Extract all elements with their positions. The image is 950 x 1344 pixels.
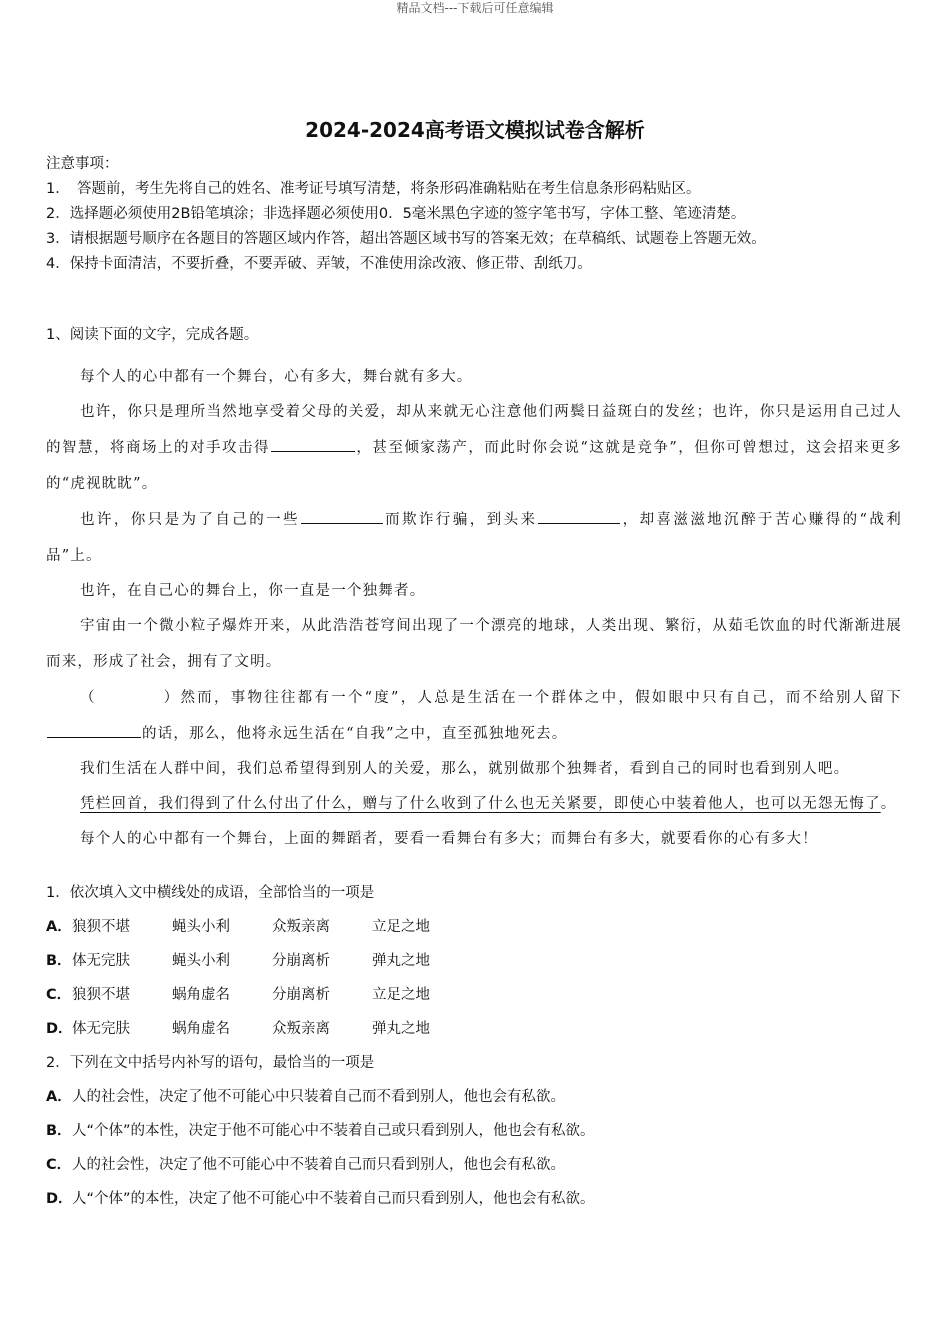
passage-paragraph: 每个人的心中都有一个舞台，心有多大，舞台就有多大。 xyxy=(80,369,473,385)
notice-section xyxy=(46,152,916,277)
option-word: 体无完肤 xyxy=(72,953,130,969)
reading-passage xyxy=(46,324,902,856)
option-text: 人“个体”的本性，决定了他不可能心中不装着自己而只看到别人，他也会有私欲。 xyxy=(72,1191,595,1207)
option-letter: A． xyxy=(46,1089,72,1105)
option-letter: C． xyxy=(46,987,72,1003)
option-text: 人的社会性，决定了他不可能心中只装着自己而不看到别人，他也会有私欲。 xyxy=(72,1089,565,1105)
passage-text: 也许，你只是为了自己的一些 xyxy=(80,512,300,528)
option-word: 立足之地 xyxy=(372,919,430,935)
page-title: 2024-2024高考语文模拟试卷含解析 xyxy=(305,118,645,142)
passage-paragraph: 我们生活在人群中间，我们总希望得到别人的关爱，那么，就别做那个独舞者，看到自己的同时也看到别人吧。 xyxy=(80,761,850,777)
passage-paragraph xyxy=(46,680,902,752)
option-b[interactable] xyxy=(46,1114,902,1148)
notice-item: 3．请根据题号顺序在各题目的答题区域内作答，超出答题区域书写的答案无效；在草稿纸、试题卷上答题无效。 xyxy=(46,231,766,247)
notice-item: 1． 答题前，考生先将自己的姓名、准考证号填写清楚，将条形码准确粘贴在考生信息条形码粘贴区。 xyxy=(46,181,701,197)
option-letter: C． xyxy=(46,1157,72,1173)
notice-item: 2．选择题必须使用2B铅笔填涂；非选择题必须使用0．5毫米黑色字迹的签字笔书写，字体工整、笔迹清楚。 xyxy=(46,206,746,222)
option-a[interactable] xyxy=(46,1080,902,1114)
option-d[interactable] xyxy=(46,1182,902,1216)
fill-blank-2 xyxy=(301,509,383,524)
option-word: 分崩离析 xyxy=(272,987,330,1003)
fill-blank-3 xyxy=(538,509,620,524)
passage-text-with-paren: （ ）然而，事物往往都有一个“度”，人总是生活在一个群体之中，假如眼中只有自己，而不给别人留下 xyxy=(80,690,902,706)
passage-text: ，却喜滋滋地沉醉于苦心赚得的“战利品”上。 xyxy=(46,512,902,564)
option-d[interactable] xyxy=(46,1012,902,1046)
passage-text: ，甚至倾家荡产，而此时你会说“这就是竞争”，但你可曾想过，这会招来更多的“虎视眈眈”。 xyxy=(46,440,902,492)
question-section xyxy=(46,876,902,1216)
reading-intro: 1、阅读下面的文字，完成各题。 xyxy=(46,327,259,343)
fill-blank-4 xyxy=(47,723,141,738)
option-word: 体无完肤 xyxy=(72,1021,130,1037)
passage-paragraph xyxy=(46,786,902,822)
option-word: 蝇头小利 xyxy=(172,953,230,969)
option-letter: D． xyxy=(46,1191,73,1207)
fill-blank-1 xyxy=(271,437,355,452)
passage-text: 也许，你只是理所当然地享受着父母的关爱，却从来就无心注意他们两鬓日益斑白的发丝；也许，你只是运用自己过人的智慧，将商场上的对手攻击得 xyxy=(46,404,902,456)
option-a[interactable] xyxy=(46,910,902,944)
passage-text: 的话，那么，他将永远生活在“自我”之中，直至孤独地死去。 xyxy=(142,726,568,742)
passage-text: 而欺诈行骗，到头来 xyxy=(383,512,538,528)
option-word: 众叛亲离 xyxy=(272,1021,330,1037)
option-letter: B． xyxy=(46,1123,72,1139)
option-letter: D． xyxy=(46,1021,73,1037)
option-text: 人的社会性，决定了他不可能心中不装着自己而只看到别人，他也会有私欲。 xyxy=(72,1157,565,1173)
passage-paragraph: 宇宙由一个微小粒子爆炸开来，从此浩浩苍穹间出现了一个漂亮的地球，人类出现、繁衍，从茹毛饮血的时代渐渐进展而来，形成了社会，拥有了文明。 xyxy=(46,618,902,670)
option-word: 众叛亲离 xyxy=(272,919,330,935)
question-stem: 2．下列在文中括号内补写的语句，最恰当的一项是 xyxy=(46,1055,375,1071)
option-letter: B． xyxy=(46,953,72,969)
option-b[interactable] xyxy=(46,944,902,978)
option-word: 狼狈不堪 xyxy=(72,919,130,935)
option-word: 弹丸之地 xyxy=(372,1021,430,1037)
option-word: 蜗角虚名 xyxy=(172,987,230,1003)
option-c[interactable] xyxy=(46,978,902,1012)
option-word: 蝇头小利 xyxy=(172,919,230,935)
option-word: 立足之地 xyxy=(372,987,430,1003)
option-word: 弹丸之地 xyxy=(372,953,430,969)
option-text: 人“个体”的本性，决定于他不可能心中不装着自己或只看到别人，他也会有私欲。 xyxy=(72,1123,595,1139)
passage-paragraph: 每个人的心中都有一个舞台，上面的舞蹈者，要看一看舞台有多大；而舞台有多大，就要看你的心有多大！ xyxy=(80,831,818,847)
notice-item: 4．保持卡面清洁，不要折叠，不要弄破、弄皱，不准使用涂改液、修正带、刮纸刀。 xyxy=(46,256,592,272)
option-word: 蜗角虚名 xyxy=(172,1021,230,1037)
passage-text: 。 xyxy=(880,796,897,812)
passage-paragraph xyxy=(46,394,902,502)
option-word: 狼狈不堪 xyxy=(72,987,130,1003)
option-letter: A． xyxy=(46,919,72,935)
question-stem: 1．依次填入文中横线处的成语，全部恰当的一项是 xyxy=(46,885,375,901)
document-header-note: 精品文档---下载后可任意编辑 xyxy=(396,1,554,15)
notice-heading: 注意事项： xyxy=(46,156,119,172)
option-word: 分崩离析 xyxy=(272,953,330,969)
passage-paragraph: 也许，在自己心的舞台上，你一直是一个独舞者。 xyxy=(80,583,426,599)
option-c[interactable] xyxy=(46,1148,902,1182)
underlined-sentence: 凭栏回首，我们得到了什么付出了什么，赠与了什么收到了什么也无关紧要，即使心中装着他人，也可以无怨无悔了 xyxy=(80,796,881,812)
passage-paragraph xyxy=(46,502,902,574)
